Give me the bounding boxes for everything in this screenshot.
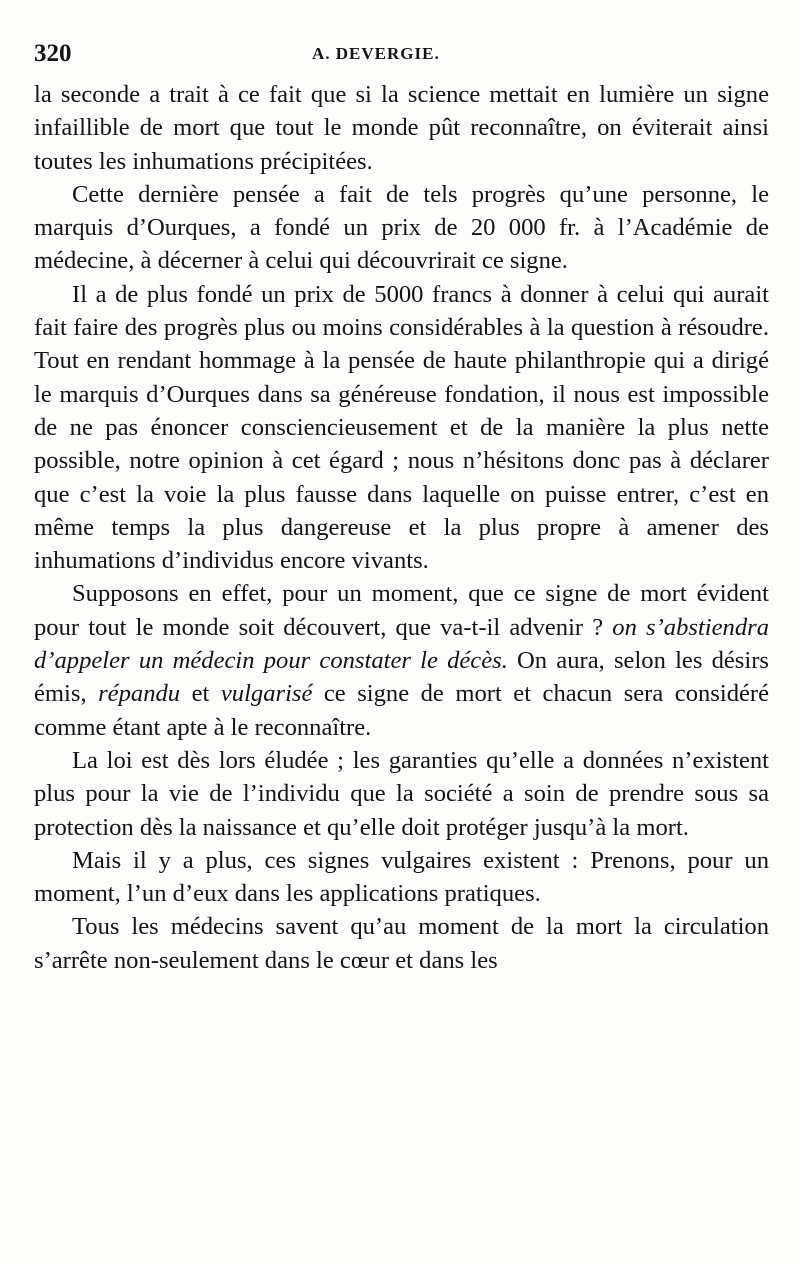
body-text xyxy=(34,78,769,977)
text-run: Mais il y a plus, ces signes vulgaires existent : Prenons, pour un moment, l’un d’eux dans les applications pratiques. xyxy=(34,846,769,908)
paragraph xyxy=(34,744,769,844)
text-run: Tous les médecins savent qu’au moment de la mort la circulation s’arrête non-seulement dans le cœur et dans les xyxy=(34,913,769,974)
paragraph xyxy=(34,577,769,743)
running-head: A. DEVERGIE. xyxy=(312,44,440,63)
text-run: la seconde a trait à ce fait que si la science mettait en lumière un signe infaillible de mort que tout le monde pût reconnaître, on éviterait ainsi toutes les inhumations précipitées. xyxy=(34,81,769,175)
page-number: 320 xyxy=(34,40,72,67)
paragraph xyxy=(34,78,769,178)
paragraph xyxy=(34,178,769,278)
italic-text-run: on s’abstiendra d’appeler un médecin pour constater le décès. xyxy=(34,613,769,675)
text-run: et xyxy=(180,680,221,708)
text-run: La loi est dès lors éludée ; les garanties qu’elle a données n’existent plus pour la vie de l’individu que la société a soin de prendre sous sa protection dès la naissance et qu’elle doit protéger jusqu’à la mort. xyxy=(34,746,769,841)
text-run: On aura, selon les désirs émis, xyxy=(34,647,769,708)
italic-text-run: vulgarisé xyxy=(220,680,313,708)
text-run: Cette dernière pensée a fait de tels progrès qu’une personne, le marquis d’Ourques, a fondé un prix de 20 000 fr. à l’Académie de médecine, à décerner à celui qui découvrirait ce signe. xyxy=(34,180,769,275)
page-header xyxy=(32,40,767,72)
paragraph xyxy=(34,844,769,911)
text-run: Supposons en effet, pour un moment, que ce signe de mort évident pour tout le monde soit découvert, que va-t-il advenir ? xyxy=(34,580,769,641)
paragraph xyxy=(34,278,769,578)
text-run: Il a de plus fondé un prix de 5000 francs à donner à celui qui aurait fait faire des progrès plus ou moins considérables à la question à résoudre. Tout en rendant hommage à la pensée de haute philanthropie qui a dirigé le marquis d’Ourques dans sa généreuse fondation, il nous est impossible de ne pas énoncer consciencieusement et de la manière la plus nette possible, notre opinion à cet égard ; nous n’hésitons donc pas à déclarer que c’est la voie la plus fausse dans laquelle on puisse entrer, c’est en même temps la plus dangereuse et la plus propre à amener des inhumations d’individus encore vivants. xyxy=(34,280,769,575)
text-run: ce signe de mort et chacun sera considéré comme étant apte à le reconnaître. xyxy=(34,680,770,741)
paragraph xyxy=(34,910,769,977)
italic-text-run: répandu xyxy=(98,680,181,708)
